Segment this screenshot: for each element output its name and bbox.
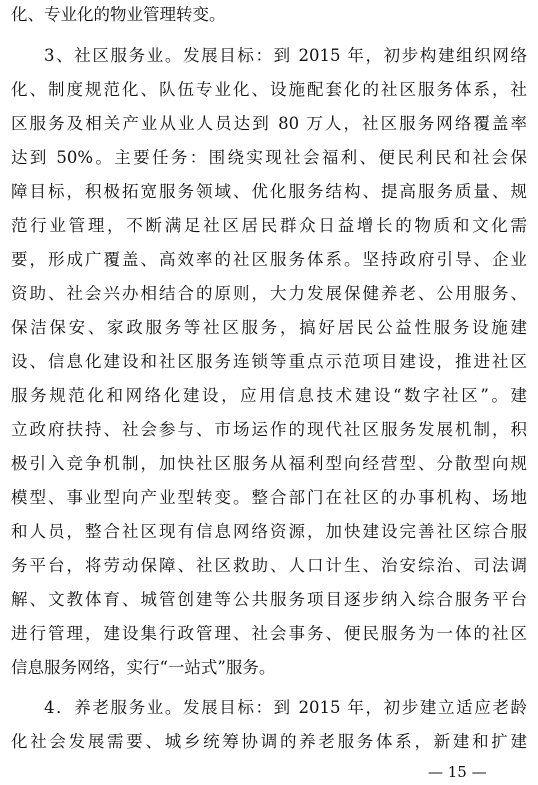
text-line: 进行管理，建设集行政管理、社会事务、便民服务为一体的社区: [11, 624, 527, 643]
text-line: 区服务及相关产业从业人员达到 80 万人，社区服务网络覆盖率: [11, 114, 527, 133]
text-line: 解、文教体育、城管创建等公共服务项目逐步纳入综合服务平台: [11, 590, 527, 609]
text-line: 设、信息化建设和社区服务连锁等重点示范项目建设，推进社区: [11, 352, 527, 371]
text-line: 极引入竞争机制，加快社区服务从福利型向经营型、分散型向规: [11, 454, 527, 473]
page-number: — 15 —: [428, 763, 487, 781]
text-line: 立政府扶持、社会参与、市场运作的现代社区服务发展机制，积: [11, 420, 527, 439]
text-line: 化、制度规范化、队伍专业化、设施配套化的社区服务体系，社: [11, 80, 527, 99]
text-line: 化社会发展需要、城乡统筹协调的养老服务体系，新建和扩建: [11, 732, 527, 751]
text-line: 障目标，积极拓宽服务领域、优化服务结构、提高服务质量、规: [11, 182, 527, 201]
text-line: 要，形成广覆盖、高效率的社区服务体系。坚持政府引导、企业: [11, 250, 527, 269]
section-3-heading-line: 3、社区服务业。发展目标：到 2015 年，初步构建组织网络: [44, 46, 527, 65]
text-line: 务平台，将劳动保障、社区救助、人口计生、治安综治、司法调: [11, 556, 527, 575]
text-line: 和人员，整合社区现有信息网络资源，加快建设完善社区综合服: [11, 522, 527, 541]
text-line: 模型、事业型向产业型转变。整合部门在社区的办事机构、场地: [11, 488, 527, 507]
text-line: 信息服务网络，实行“一站式”服务。: [11, 658, 276, 677]
text-line: 保洁保安、家政服务等社区服务，搞好居民公益性服务设施建: [11, 318, 527, 337]
text-line: 化、专业化的物业管理转变。: [11, 5, 226, 24]
text-line: 服务规范化和网络化建设，应用信息技术建设“数字社区”。建: [11, 386, 527, 405]
text-line: 范行业管理，不断满足社区居民群众日益增长的物质和文化需: [11, 216, 527, 235]
text-line: 达到 50%。主要任务：围绕实现社会福利、便民利民和社会保: [11, 148, 527, 167]
text-line: 资助、社会兴办相结合的原则，大力发展保健养老、公用服务、: [11, 284, 527, 303]
section-4-heading-line: 4．养老服务业。发展目标：到 2015 年，初步建立适应老龄: [44, 698, 527, 717]
